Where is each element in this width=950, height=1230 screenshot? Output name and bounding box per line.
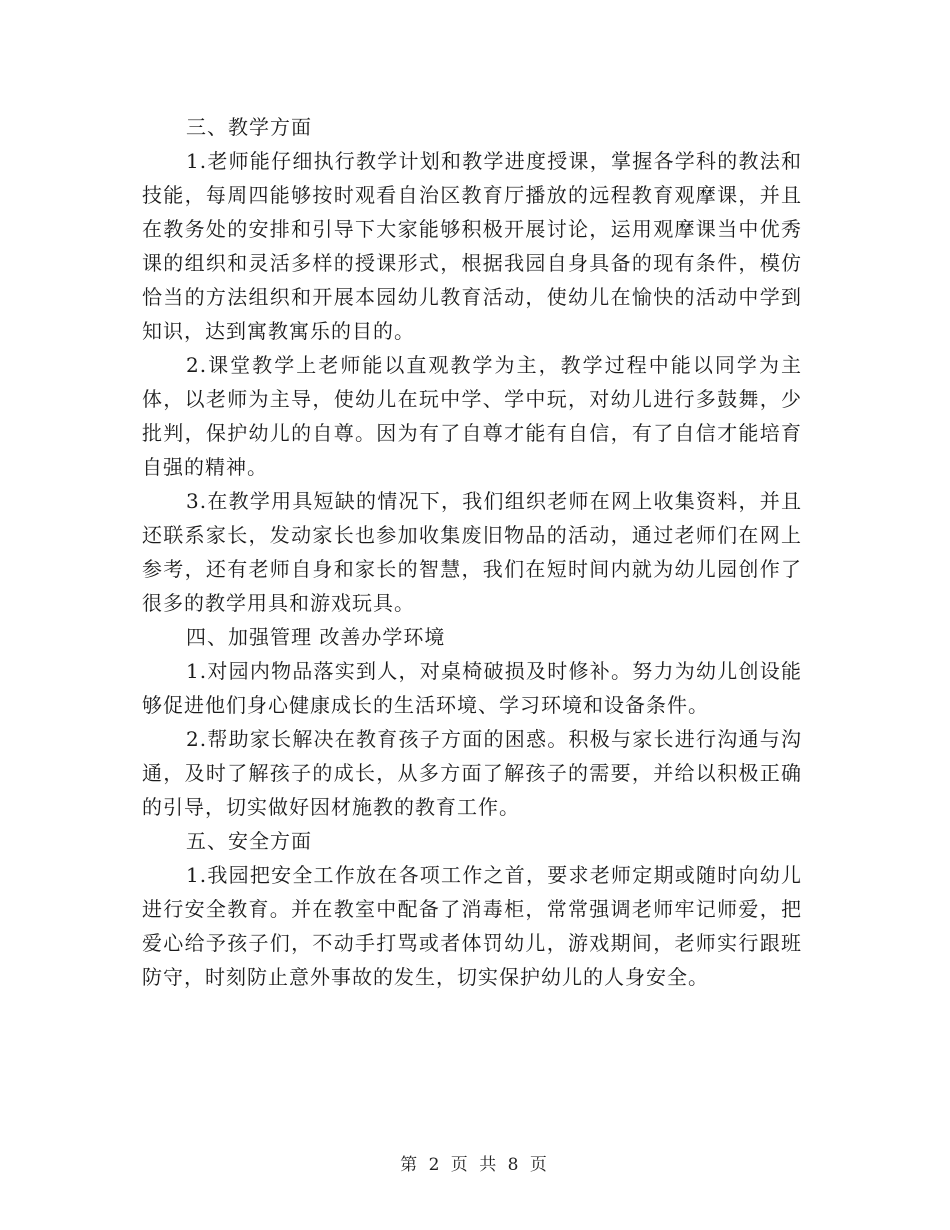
paragraph-management-2: 2.帮助家长解决在教育孩子方面的困惑。积极与家长进行沟通与沟通，及时了解孩子的成长，从多方面了解孩子的需要，并给以积极正确的引导，切实做好因材施教的教育工作。 [142,727,802,819]
section-heading-management: 四、加强管理 改善办学环境 [186,625,446,649]
section-heading-teaching: 三、教学方面 [186,115,312,139]
paragraph-teaching-3: 3.在教学用具短缺的情况下，我们组织老师在网上收集资料，并且还联系家长，发动家长也参加收集废旧物品的活动，通过老师们在网上参考，还有老师自身和家长的智慧，我们在短时间内就为幼儿园创作了很多的教学用具和游戏玩具。 [142,489,802,615]
paragraph-safety-1: 1.我园把安全工作放在各项工作之首，要求老师定期或随时向幼儿进行安全教育。并在教室中配备了消毒柜，常常强调老师牢记师爱，把爱心给予孩子们，不动手打骂或者体罚幼儿，游戏期间，老师实行跟班防守，时刻防止意外事故的发生，切实保护幼儿的人身安全。 [142,863,802,989]
section-heading-safety: 五、安全方面 [186,829,312,853]
paragraph-teaching-1: 1.老师能仔细执行教学计划和教学进度授课，掌握各学科的教法和技能，每周四能够按时观看自治区教育厅播放的远程教育观摩课，并且在教务处的安排和引导下大家能够积极开展讨论，运用观摩课当中优秀课的组织和灵活多样的授课形式，根据我园自身具备的现有条件，模仿恰当的方法组织和开展本园幼儿教育活动，使幼儿在愉快的活动中学到知识，达到寓教寓乐的目的。 [142,149,802,343]
paragraph-teaching-2: 2.课堂教学上老师能以直观教学为主，教学过程中能以同学为主体，以老师为主导，使幼儿在玩中学、学中玩，对幼儿进行多鼓舞，少批判，保护幼儿的自尊。因为有了自尊才能有自信，有了自信才能培育自强的精神。 [142,353,802,479]
document-body [142,110,802,994]
page-number-footer: 第 2 页 共 8 页 [400,1155,550,1175]
paragraph-management-1: 1.对园内物品落实到人，对桌椅破损及时修补。努力为幼儿创设能够促进他们身心健康成长的生活环境、学习环境和设备条件。 [142,659,802,717]
